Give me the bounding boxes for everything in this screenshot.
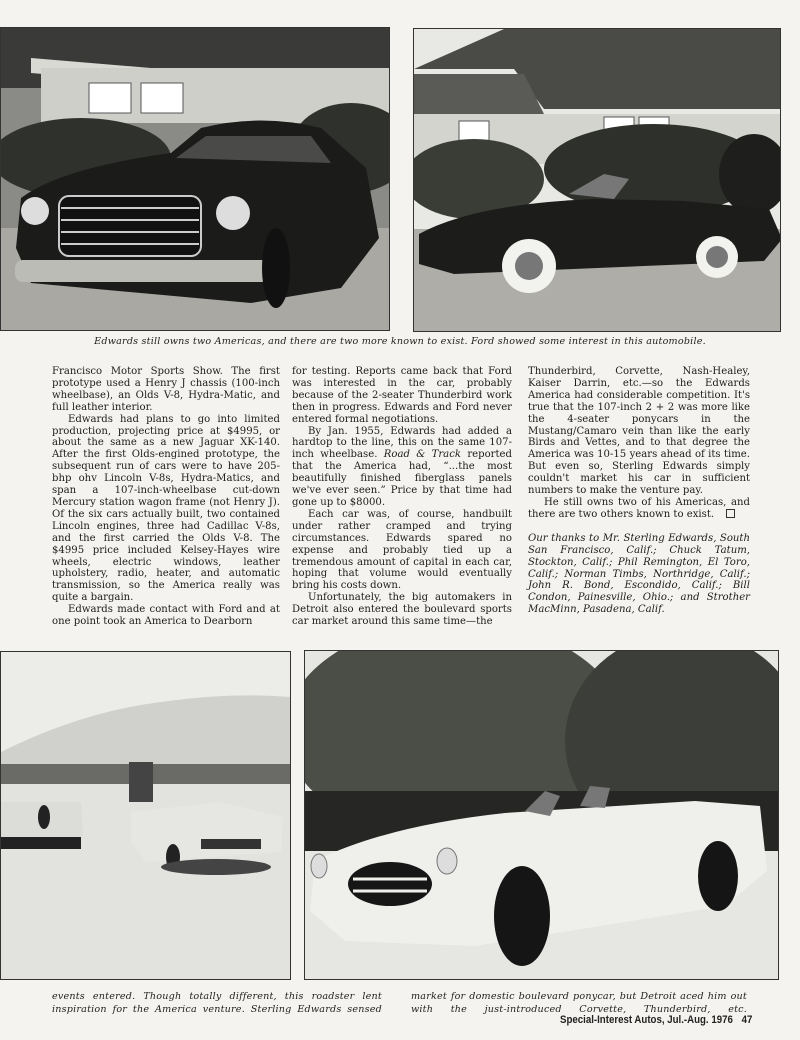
page-number: 47	[741, 1014, 753, 1026]
caption-bottom-left: events entered. Though totally different, this roadster lent inspiration for the America venture. Sterling Edwards sensed	[52, 991, 382, 1015]
page-footer	[560, 1014, 752, 1026]
end-of-article-icon	[726, 509, 735, 518]
paragraph: Each car was, of course, handbuilt under rather cramped and trying circumstances. Edwards spared no expense and probably tied up a tremendous amount of capital in each car, hoping that volume would eventually bring his costs down.	[292, 508, 512, 592]
publication-name: Special-Interest Autos, Jul.-Aug. 1976	[560, 1014, 733, 1026]
paragraph: for testing. Reports came back that Ford was interested in the car, probably because of the 2-seater Thunderbird work then in progress. Edwards and Ford never entered formal negotiations.	[292, 366, 512, 425]
paragraph	[292, 426, 512, 509]
car-photo-image	[305, 651, 778, 979]
car-photo-image	[1, 28, 389, 330]
text-run: By Jan. 1955, Edwards had added a hardtop to the line, this on the same 107-inch wheelbase.	[292, 425, 512, 461]
caption-top-photos: Edwards still owns two Americas, and there are two more known to exist. Ford showed some interest in this automobile.	[94, 336, 706, 347]
photo-roadster-race-event	[0, 651, 291, 980]
paragraph: Unfortunately, the big automakers in Detroit also entered the boulevard sports car market around this same time—the	[292, 592, 512, 628]
acknowledgements: Our thanks to Mr. Sterling Edwards, South San Francisco, Calif.; Chuck Tatum, Stockton, Calif.; Phil Remington, El Toro, Calif.; Norman Timbs, Northridge, Calif.; John R. Bond, Escondido, Calif.; Bill Condon, Painesville, Ohio.; and Strother MacMinn, Pasadena, Calif.	[528, 532, 750, 616]
photo-hardtop-coupe	[0, 27, 390, 331]
article-column-3	[528, 366, 750, 616]
car-photo-image	[1, 652, 290, 979]
text-run: reported that the America had, “...the most beautifully finished fiberglass panels we've ever seen.” Price by that time had gone up to $8000.	[292, 449, 512, 508]
caption-bottom-right: market for domestic boulevard ponycar, but Detroit aced him out with the just-introduced Corvette, Thunderbird, etc.	[411, 991, 747, 1015]
article-column-2	[292, 366, 512, 628]
paragraph	[528, 497, 750, 521]
paragraph: Francisco Motor Sports Show. The first prototype used a Henry J chassis (100-inch wheelbase), an Olds V-8, Hydra-Matic, and full leather interior.	[52, 366, 280, 413]
photo-white-convertible	[304, 650, 779, 980]
photo-convertible	[413, 28, 781, 332]
paragraph: Edwards made contact with Ford and at one point took an America to Dearborn	[52, 604, 280, 628]
article-column-1	[52, 366, 280, 628]
publication-title: Road & Track	[383, 449, 461, 461]
car-photo-image	[414, 29, 780, 331]
text-run: He still owns two of his Americas, and there are two others known to exist.	[528, 496, 750, 520]
paragraph: Edwards had plans to go into limited production, projecting price at $4995, or about the same as a new Jaguar XK-140. After the first Olds-engined prototype, the subsequent run of cars were to have 205-bhp ohv Lincoln V-8s, Hydra-Matics, and span a 107-inch-wheelbase cut-down Mercury station wagon frame (not Henry J). Of the six cars actually built, two contained Lincoln engines, three had Cadillac V-8s, and the first carried the Olds V-8. The $4995 price included Kelsey-Hayes wire wheels, electric windows, leather upholstery, radio, heater, and automatic transmission, so the America really was quite a bargain.	[52, 413, 280, 604]
paragraph: Thunderbird, Corvette, Nash-Healey, Kaiser Darrin, etc.—so the Edwards America had considerable competition. It's true that the 107-inch 2 + 2 was more like the 4-seater ponycars in the Mustang/Camaro vein than like the early Birds and Vettes, and to that degree the America was 10-15 years ahead of its time. But even so, Sterling Edwards simply couldn't market his car in sufficient numbers to make the venture pay.	[528, 366, 750, 497]
